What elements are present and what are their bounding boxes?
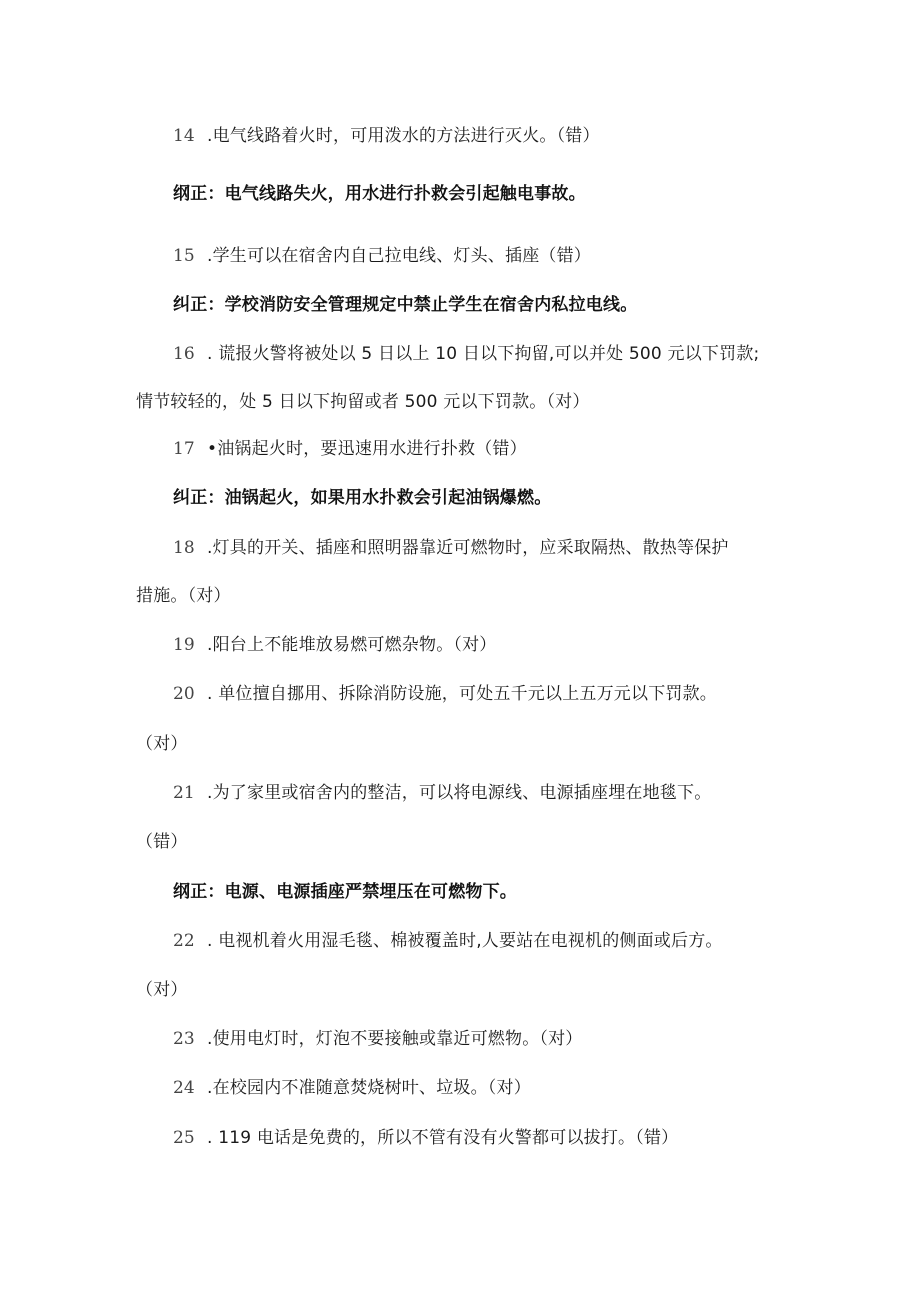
question-21	[173, 781, 711, 805]
question-20	[173, 682, 717, 706]
question-22-continued: （对）	[136, 980, 188, 1000]
question-text: . 119 电话是免费的，所以不管有没有火警都可以拔打。（错）	[207, 1128, 679, 1148]
question-number: 19	[173, 635, 195, 655]
correction-21: 纲正：电源、电源插座严禁埋压在可燃物下。	[173, 882, 517, 902]
question-text: .为了家里或宿舍内的整洁，可以将电源线、电源插座埋在地毯下。	[207, 783, 712, 803]
question-text: .学生可以在宿舍内自己拉电线、灯头、插座（错）	[207, 246, 592, 266]
question-text: . 谎报火警将被处以 5 日以上 10 日以下拘留,可以并处 500 元以下罚款;	[207, 344, 760, 364]
question-14	[173, 124, 600, 148]
question-number: 22	[173, 931, 195, 951]
question-text: . 单位擅自挪用、拆除消防设施，可处五千元以上五万元以下罚款。	[207, 684, 718, 704]
question-15	[173, 244, 591, 268]
question-number: 15	[173, 246, 195, 266]
question-text: .灯具的开关、插座和照明器靠近可燃物时，应采取隔热、散热等保护	[207, 538, 729, 558]
question-22	[173, 929, 723, 953]
question-text: .电气线路着火时，可用泼水的方法进行灭火。（错）	[207, 126, 600, 146]
question-18	[173, 536, 729, 560]
question-text: •油锅起火时，要迅速用水进行扑救（错）	[207, 439, 527, 459]
question-number: 14	[173, 126, 195, 146]
question-number: 21	[173, 783, 195, 803]
question-text: .阳台上不能堆放易燃可燃杂物。（对）	[207, 635, 497, 655]
correction-15: 纠正：学校消防安全管理规定中禁止学生在宿舍内私拉电线。	[173, 295, 638, 315]
question-number: 25	[173, 1128, 195, 1148]
question-23	[173, 1027, 583, 1051]
question-25	[173, 1126, 678, 1150]
question-number: 18	[173, 538, 195, 558]
question-16	[173, 342, 759, 366]
question-number: 16	[173, 344, 195, 364]
correction-14: 纲正：电气线路失火，用水进行扑救会引起触电事故。	[173, 184, 586, 204]
question-21-continued: （错）	[136, 832, 188, 852]
question-19	[173, 633, 497, 657]
question-17	[173, 437, 527, 461]
question-number: 23	[173, 1029, 195, 1049]
question-number: 24	[173, 1078, 195, 1098]
question-20-continued: （对）	[136, 734, 188, 754]
question-16-continued: 情节较轻的，处 5 日以下拘留或者 500 元以下罚款。（对）	[136, 392, 590, 412]
correction-17: 纠正：油锅起火，如果用水扑救会引起油锅爆燃。	[173, 488, 552, 508]
question-18-continued: 措施。（对）	[136, 586, 231, 606]
question-24	[173, 1076, 531, 1100]
question-text: . 电视机着火用湿毛毯、棉被覆盖时,人要站在电视机的侧面或后方。	[207, 931, 723, 951]
question-text: .使用电灯时，灯泡不要接触或靠近可燃物。（对）	[207, 1029, 583, 1049]
question-number: 17	[173, 439, 195, 459]
question-text: .在校园内不准随意焚烧树叶、垃圾。（对）	[207, 1078, 531, 1098]
question-number: 20	[173, 684, 195, 704]
